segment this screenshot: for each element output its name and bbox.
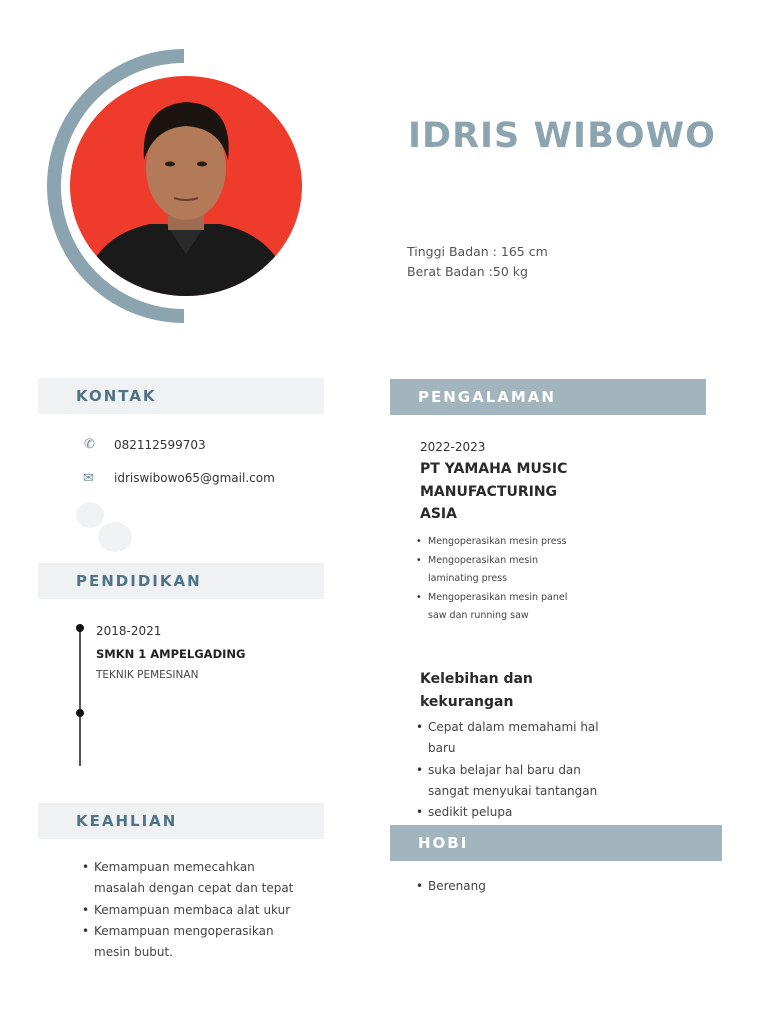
hobbies-title: HOBI bbox=[418, 834, 469, 852]
person-silhouette-icon bbox=[70, 76, 302, 296]
education-years: 2018-2021 bbox=[96, 624, 162, 638]
education-school: SMKN 1 AMPELGADING bbox=[96, 647, 246, 661]
experience-years: 2022-2023 bbox=[420, 440, 486, 454]
education-section-header bbox=[38, 563, 324, 599]
list-item-continuation: sangat menyukai tantangan bbox=[428, 783, 598, 798]
education-major: TEKNIK PEMESINAN bbox=[96, 669, 199, 681]
skills-section-header bbox=[38, 803, 324, 839]
list-item: • Berenang bbox=[416, 879, 616, 893]
list-item-continuation: laminating press bbox=[428, 573, 508, 584]
weight-label: Berat Badan :50 kg bbox=[407, 264, 528, 279]
hobbies-list bbox=[416, 879, 616, 893]
height-label: Tinggi Badan : 165 cm bbox=[407, 244, 548, 259]
contact-section-header bbox=[38, 378, 324, 414]
contact-title: KONTAK bbox=[76, 387, 157, 405]
list-item: • Kemampuan mengoperasikan bbox=[82, 921, 342, 942]
list-item-continuation: baru bbox=[428, 741, 456, 756]
strengths-list bbox=[416, 717, 666, 823]
timeline-dot bbox=[76, 709, 84, 717]
decorative-circle bbox=[98, 522, 132, 552]
profile-photo bbox=[70, 76, 302, 296]
list-item: • Mengoperasikan mesin press bbox=[416, 533, 656, 552]
experience-company: PT YAMAHA MUSIC MANUFACTURING ASIA bbox=[420, 461, 568, 522]
experience-title: PENGALAMAN bbox=[418, 388, 556, 406]
experience-duties-list bbox=[416, 533, 656, 626]
phone-number: 082112599703 bbox=[114, 438, 206, 452]
email-icon: ✉ bbox=[83, 471, 94, 486]
timeline-line bbox=[79, 628, 81, 766]
email-address: idriswibowo65@gmail.com bbox=[114, 471, 275, 485]
experience-section-header bbox=[390, 379, 706, 415]
timeline-dot bbox=[76, 624, 84, 632]
list-item-continuation: mesin bubut. bbox=[94, 945, 174, 960]
skills-list bbox=[82, 857, 342, 963]
list-item: • Kemampuan membaca alat ukur bbox=[82, 900, 342, 921]
education-title: PENDIDIKAN bbox=[76, 572, 202, 590]
phone-icon: ✆ bbox=[84, 437, 95, 452]
hobbies-section-header bbox=[390, 825, 722, 861]
list-item: • Mengoperasikan mesin bbox=[416, 552, 656, 571]
list-item: • Cepat dalam memahami hal bbox=[416, 717, 666, 738]
list-item: • suka belajar hal baru dan bbox=[416, 760, 666, 781]
list-item-continuation: masalah dengan cepat dan tepat bbox=[94, 881, 294, 896]
list-item: • sedikit pelupa bbox=[416, 802, 666, 823]
skills-title: KEAHLIAN bbox=[76, 812, 178, 830]
decorative-circle bbox=[76, 502, 104, 528]
list-item: • Kemampuan memecahkan bbox=[82, 857, 342, 878]
candidate-name: IDRIS WIBOWO bbox=[408, 116, 716, 156]
list-item: • Mengoperasikan mesin panel bbox=[416, 589, 656, 608]
list-item-continuation: saw dan running saw bbox=[428, 610, 529, 621]
strengths-title: Kelebihan dan kekurangan bbox=[420, 671, 533, 710]
